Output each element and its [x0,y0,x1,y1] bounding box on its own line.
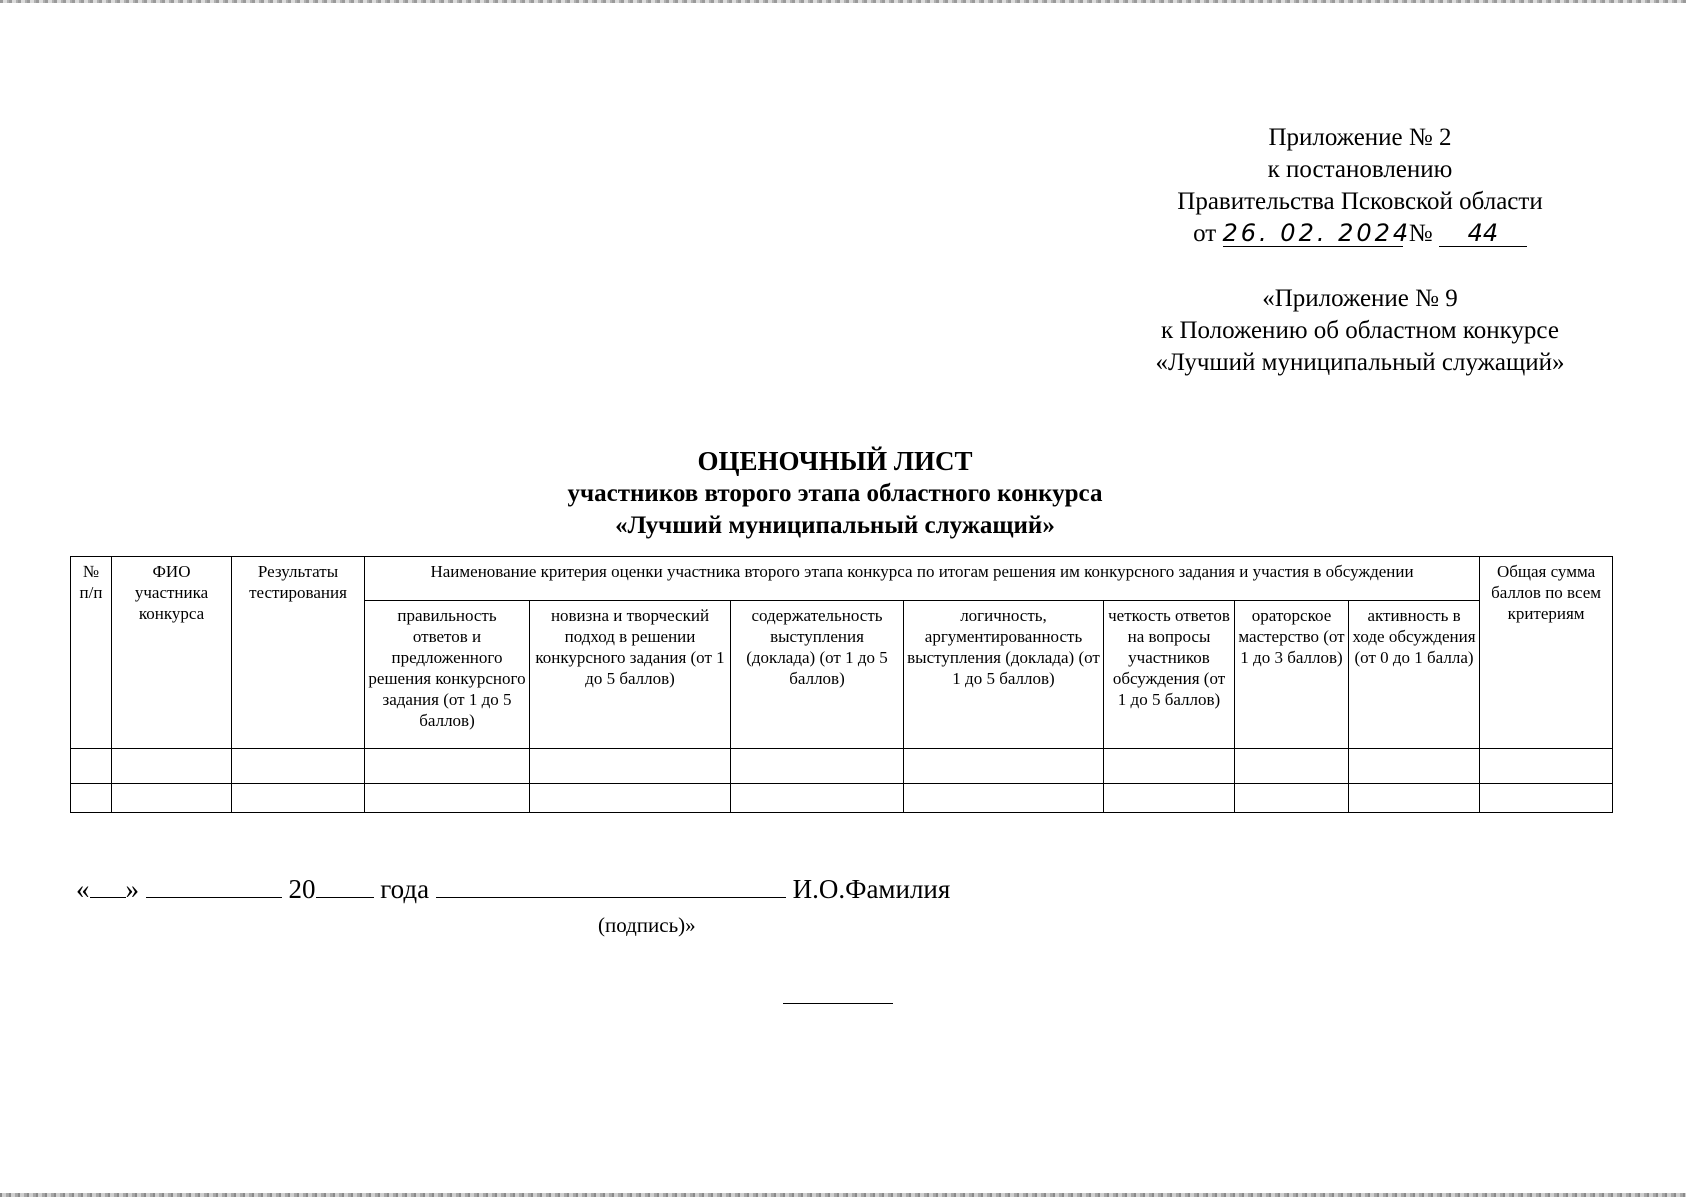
table-cell [1235,784,1349,813]
signer-name: И.О.Фамилия [792,874,951,904]
table-cell [112,784,232,813]
table-cell [365,749,530,784]
table-cell [1480,749,1613,784]
year-blank [316,873,374,898]
table-cell [530,784,731,813]
criterion-header: ораторское мастерство (от 1 до 3 баллов) [1235,601,1349,749]
appendix-line-3: Правительства Псковской области [1177,188,1543,215]
quote-close: » [125,874,139,904]
criterion-header: правильность ответов и предложенного решения конкурсного задания (от 1 до 5 баллов) [365,601,530,749]
handwritten-date: 26. 02. 2024 [1222,219,1412,247]
table-header-row [71,557,1613,601]
quote-open: « [76,874,90,904]
handwritten-number: 44 [1439,220,1527,247]
table-cell [112,749,232,784]
title-main: ОЦЕНОЧНЫЙ ЛИСТ [697,446,973,476]
number-sign: № [1408,220,1433,247]
evaluation-table [70,556,1613,813]
signature-caption: (подпись)» [598,913,696,937]
table-cell [904,784,1104,813]
criterion-header: новизна и творческий подход в решении конкурсного задания (от 1 до 5 баллов) [530,601,731,749]
col-number-header: № п/п [71,557,112,749]
criterion-header: логичность, аргументированность выступления (доклада) (от 1 до 5 баллов) [904,601,1104,749]
table-row [71,784,1613,813]
year-prefix: 20 [288,874,316,904]
col-total-header: Общая сумма баллов по всем критериям [1480,557,1613,749]
table-cell [731,749,904,784]
table-row [71,749,1613,784]
title-line-3: «Лучший муниципальный служащий» [615,512,1055,539]
table-cell [71,749,112,784]
table-cell [1480,784,1613,813]
col-testing-header: Результаты тестирования [232,557,365,749]
table-cell [1104,749,1235,784]
table-cell [1349,749,1480,784]
table-cell [71,784,112,813]
regulation-line-1: «Приложение № 9 [1262,285,1458,312]
table-cell [731,784,904,813]
table-cell [530,749,731,784]
col-name-header: ФИО участника конкурса [112,557,232,749]
appendix-header [1140,122,1580,250]
table-cell [365,784,530,813]
criterion-header: содержательность выступления (доклада) (от 1 до 5 баллов) [731,601,904,749]
table-cell [1104,784,1235,813]
signature-blank [436,873,786,898]
table-cell [904,749,1104,784]
regulation-appendix-header [1110,283,1610,379]
criterion-header: активность в ходе обсуждения (от 0 до 1 балла) [1349,601,1480,749]
end-rule [783,1003,893,1004]
document-title [400,445,1270,542]
from-label: от [1193,220,1217,247]
signature-line [76,872,950,906]
table-cell [1235,749,1349,784]
criterion-header: четкость ответов на вопросы участников обсуждения (от 1 до 5 баллов) [1104,601,1235,749]
year-suffix: года [380,874,430,904]
regulation-line-3: «Лучший муниципальный служащий» [1155,349,1565,376]
table-cell [1349,784,1480,813]
month-blank [146,873,282,898]
day-blank [90,873,126,898]
scan-edge-top [0,0,1686,3]
appendix-date-line [1140,218,1580,250]
appendix-line-1: Приложение № 2 [1268,124,1452,151]
table-cell [232,784,365,813]
title-line-2: участников второго этапа областного конкурса [567,480,1103,507]
criteria-group-header: Наименование критерия оценки участника второго этапа конкурса по итогам решения им конкурсного задания и участия в обсуждении [365,557,1480,601]
table-cell [232,749,365,784]
regulation-line-2: к Положению об областном конкурсе [1161,317,1559,344]
scan-edge-bottom [0,1193,1686,1197]
appendix-line-2: к постановлению [1267,156,1453,183]
